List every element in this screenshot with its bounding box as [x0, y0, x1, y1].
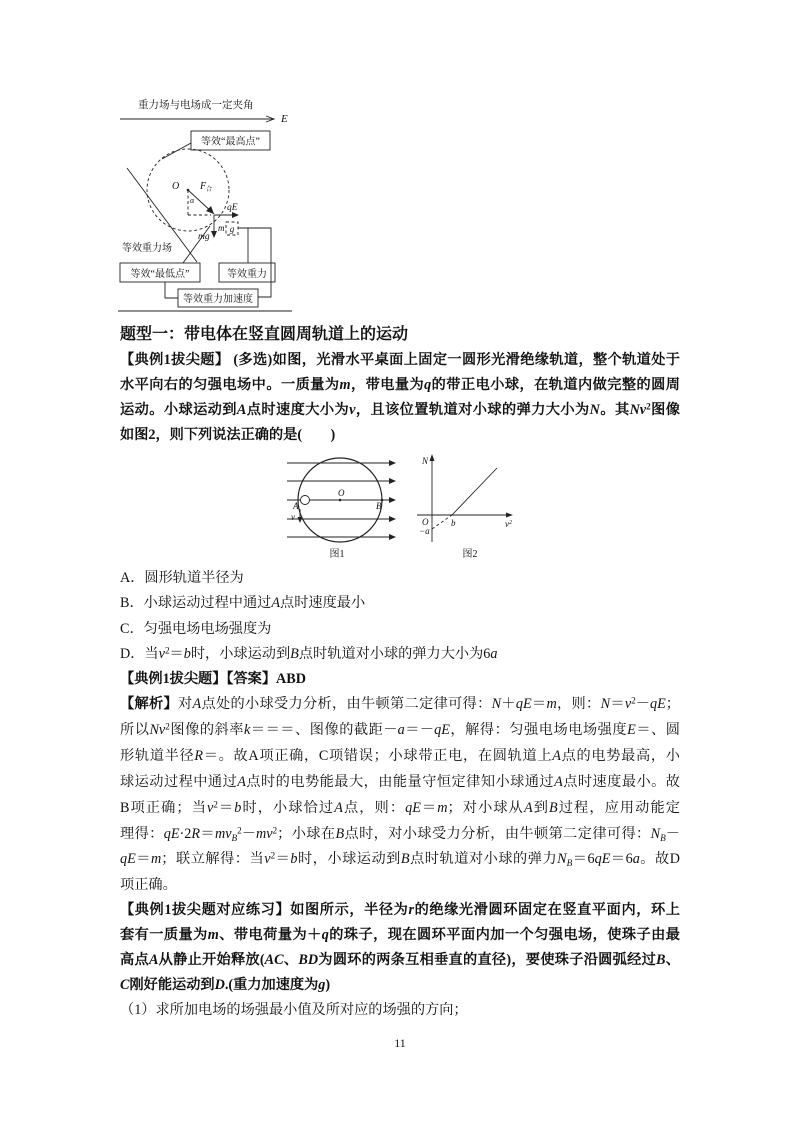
- field-label: E: [281, 113, 288, 125]
- math-symbol: q: [321, 927, 329, 943]
- text-run: ＝: [217, 799, 235, 816]
- practice-line: [120, 898, 680, 923]
- math-symbol: D: [214, 977, 225, 993]
- point-b-label: B: [376, 501, 382, 511]
- text-run: 时，小球运动到: [297, 851, 401, 868]
- resultant-force-symbol: F: [200, 181, 207, 192]
- math-symbol: A: [237, 773, 246, 790]
- text-run: ＝: [200, 825, 215, 842]
- math-symbol: m: [339, 376, 351, 393]
- figure-1-caption: 图1: [329, 549, 345, 560]
- subscript: B: [566, 858, 573, 869]
- math-symbol: b: [234, 799, 242, 816]
- text-run: ＝6: [610, 851, 633, 868]
- field-line-arrow-heads: [389, 460, 396, 540]
- superscript: 2: [270, 850, 276, 861]
- text-run: 图像: [650, 401, 680, 418]
- math-symbol: A: [271, 595, 281, 612]
- text-run: 点时轨道对小球的弹力: [409, 851, 558, 868]
- subscript: B: [231, 832, 238, 843]
- text-run: 的绝缘光滑圆环固定在竖直平面内，环上: [413, 902, 680, 918]
- gravity-arrow-head: [211, 231, 217, 238]
- question-line: [120, 423, 680, 448]
- x-axis-label: [505, 519, 512, 529]
- resultant-force-label: [199, 181, 212, 193]
- text-run: －: [241, 825, 256, 842]
- math-symbol: v: [264, 851, 271, 868]
- math-symbol: qE: [594, 851, 611, 868]
- math-symbol: A: [334, 799, 343, 816]
- option-d: [120, 642, 680, 667]
- highest-point-label: 等效“最高点”: [201, 136, 260, 148]
- text-run: ，带电量为: [350, 376, 425, 393]
- solution-line: [120, 770, 680, 796]
- option-b: [120, 591, 680, 616]
- x-axis-arrow: [506, 513, 513, 518]
- center-label: O: [338, 488, 345, 498]
- math-symbol: N: [589, 401, 600, 418]
- electric-force-label: qE: [227, 203, 238, 213]
- math-symbol: mv: [214, 825, 232, 842]
- math-symbol: g: [318, 977, 326, 993]
- velocity-arrow-head: [298, 517, 303, 523]
- text-run: ；: [665, 696, 680, 712]
- text-run: 图像的斜率: [169, 721, 244, 738]
- answer-block: [120, 667, 680, 692]
- y-intercept-label: −a: [419, 526, 430, 536]
- solution-line: [120, 822, 680, 848]
- figure-1: [287, 458, 396, 560]
- question-figures: [280, 448, 525, 563]
- math-symbol: N: [650, 825, 661, 842]
- math-symbol: a: [397, 721, 405, 738]
- text-run: ＝: [275, 851, 291, 868]
- practice-block: [120, 898, 680, 1023]
- math-symbol: E: [627, 721, 636, 738]
- text-run: 【典例1拔尖题对应练习】如图所示，半径为: [120, 902, 409, 918]
- text-run: 到: [532, 799, 549, 816]
- origin-label: O: [422, 517, 429, 527]
- math-symbol: v: [624, 696, 632, 712]
- math-symbol: qE: [163, 825, 180, 842]
- text-run: ＝: [420, 799, 438, 816]
- y-axis-arrow: [430, 454, 435, 461]
- mass-label: m: [218, 223, 225, 233]
- text-run: ＝6: [572, 851, 595, 868]
- math-symbol: b: [183, 645, 191, 662]
- answer-line: [120, 667, 680, 692]
- math-symbol: A: [554, 773, 563, 790]
- text-run: 的珠子，现在圆环平面内加一个匀强电场，使珠子由最: [328, 927, 680, 943]
- math-symbol: A: [523, 799, 533, 816]
- math-symbol: R: [191, 825, 200, 842]
- math-symbol: b: [290, 851, 298, 868]
- text-run: 【典例1拔尖题】【答案】ABD: [120, 671, 307, 687]
- math-symbol: v: [349, 401, 356, 418]
- text-run: 的带正电小球，在轨道内做完整的圆周: [431, 376, 680, 393]
- text-run: ，解得：匀强电场电场强度: [449, 721, 628, 738]
- solution-line: [120, 718, 680, 744]
- text-run: 对: [178, 696, 193, 712]
- answer-options: [120, 566, 680, 667]
- option-a: [120, 566, 680, 591]
- math-symbol: qE: [120, 851, 136, 868]
- text-run: 点，则：: [342, 799, 406, 816]
- text-run: 、带电荷量为＋: [218, 927, 322, 943]
- graph-line: [452, 468, 497, 515]
- text-run: 点时速度大小为: [246, 401, 350, 418]
- text-run: ＝。故A项正确，C项错误；小球带正电，在圆轨道上: [203, 747, 553, 764]
- text-run: ＝: [169, 645, 184, 662]
- equivalent-acceleration-label: 等效重力加速度: [183, 294, 253, 305]
- x-intercept-label: b: [451, 518, 456, 528]
- acceleration-connector: [238, 228, 271, 297]
- solution-line: [120, 744, 680, 770]
- page-number: 11: [394, 1036, 406, 1050]
- text-run: ＝: [531, 696, 547, 712]
- text-run: B项正确；当: [120, 799, 207, 816]
- text-run: ，且该位置轨道对小球的弹力大小为: [355, 401, 590, 418]
- math-symbol: m: [437, 799, 448, 816]
- highest-point-connector: [162, 143, 191, 159]
- text-run: 。故D: [639, 851, 680, 868]
- equivalent-gravity-label: 等效重力: [227, 269, 267, 280]
- text-run: －: [635, 696, 650, 712]
- math-symbol: C: [120, 977, 130, 993]
- text-run: 点时的电势能最大，由能量守恒定律知小球通过: [245, 773, 555, 790]
- text-run: ；对小球从: [447, 799, 524, 816]
- text-run: ＝＝＝、图像的截距－: [250, 721, 398, 738]
- math-symbol: BD: [298, 952, 319, 968]
- solution-block: [120, 692, 680, 899]
- text-run: 所以: [120, 721, 150, 738]
- math-symbol: m: [207, 927, 219, 943]
- math-symbol: v: [206, 799, 214, 816]
- option-c: [120, 617, 680, 642]
- text-run: 过程，应用动能定: [557, 799, 680, 816]
- resultant-force-subscript: 合: [206, 187, 213, 193]
- text-run: ；联立解得：当: [161, 851, 265, 868]
- math-symbol: k: [244, 721, 251, 738]
- text-run: ，则：: [556, 696, 601, 712]
- subscript: B: [660, 832, 666, 843]
- angle-label: α: [190, 196, 195, 205]
- math-symbol: v: [158, 645, 165, 662]
- text-run: 。其: [599, 401, 630, 418]
- math-symbol: A: [148, 952, 159, 968]
- text-run: 刚好能运动到: [129, 977, 215, 993]
- figure-2: [417, 454, 513, 560]
- text-run: C．匀强电场电场强度为: [120, 620, 272, 637]
- text-run: 从静止开始释放(: [158, 952, 265, 968]
- text-run: ＝: [610, 696, 625, 712]
- text-run: A．圆形轨道半径为: [120, 570, 244, 586]
- field-caption: 等效重力场: [122, 243, 172, 254]
- question-line: [120, 373, 680, 398]
- solution-line: [120, 873, 680, 899]
- text-run: －: [665, 825, 680, 842]
- superscript: 2: [646, 400, 651, 411]
- math-symbol: N: [557, 851, 567, 868]
- x-axis-superscript: 2: [509, 520, 512, 526]
- text-run: 时，小球运动到: [190, 645, 291, 662]
- g-label: g: [229, 224, 235, 234]
- superscript: 2: [165, 721, 170, 732]
- text-run: 点时速度最小: [280, 595, 366, 612]
- math-symbol: N: [491, 696, 502, 712]
- text-run: 球运动过程中通过: [120, 773, 238, 790]
- text-run: 套有一质量为: [120, 927, 208, 943]
- math-symbol: a: [490, 645, 498, 662]
- text-run: 时，小球恰过: [241, 799, 335, 816]
- math-symbol: Nv: [629, 401, 647, 418]
- text-run: 点时速度最小。故: [562, 773, 680, 790]
- text-run: .(重力加速度为: [224, 977, 319, 993]
- y-axis-label: N: [422, 456, 429, 466]
- solution-line: [120, 847, 680, 873]
- math-symbol: qE: [405, 799, 421, 816]
- math-symbol: mv: [255, 825, 273, 842]
- x-axis-symbol: v: [505, 519, 509, 529]
- text-run: ＝－: [404, 721, 435, 738]
- math-symbol: B: [400, 851, 410, 868]
- text-run: ·2: [179, 825, 192, 842]
- figure-2-caption: 图2: [462, 549, 478, 560]
- text-run: ＋: [501, 696, 516, 712]
- text-run: 点处的小球受力分析，由牛顿第二定律可得：: [201, 696, 492, 712]
- text-run: 点时，对小球受力分析，由牛顿第二定律可得：: [344, 825, 651, 842]
- math-symbol: qE: [434, 721, 450, 738]
- superscript: 2: [272, 824, 278, 835]
- center-dot: [339, 499, 342, 502]
- text-run: 、: [283, 952, 299, 968]
- text-run: 【典例1拔尖题】 (多选)如图，光滑水平桌面上固定一圆形光滑绝缘轨道，整个轨道处于: [120, 351, 680, 368]
- math-symbol: B: [549, 799, 558, 816]
- text-run: ): [325, 977, 331, 993]
- practice-line: [120, 948, 680, 973]
- math-symbol: N: [600, 696, 611, 712]
- practice-line: [120, 923, 680, 948]
- math-symbol: A: [192, 696, 202, 712]
- math-symbol: B: [290, 645, 299, 662]
- solution-line: [120, 796, 680, 822]
- math-symbol: B: [335, 825, 345, 842]
- question-line: [120, 348, 680, 373]
- acceleration-left-connector: [165, 282, 178, 298]
- math-symbol: AC: [264, 952, 284, 968]
- text-run: 形轨道半径: [120, 747, 195, 764]
- text-run: 水平向右的匀强电场中。一质量为: [120, 376, 340, 393]
- superscript: 2: [213, 799, 218, 810]
- graph-line-extension: [432, 515, 452, 529]
- math-symbol: B: [656, 952, 666, 968]
- text-run: ＝: [135, 851, 151, 868]
- section-heading: 题型一：带电体在竖直圆周轨道上的运动: [120, 326, 409, 343]
- gravity-label: mg: [198, 232, 210, 242]
- math-symbol: m: [151, 851, 162, 868]
- diagram-title: 重力场与电场成一定夹角: [138, 100, 254, 111]
- math-symbol: a: [632, 851, 640, 868]
- text-run: 理得：: [120, 825, 164, 842]
- text-run: ＝、圆: [635, 721, 680, 738]
- text-run: 、: [665, 952, 680, 968]
- text-run: （1）求所加电场的场强最小值及所对应的场强的方向；: [120, 1002, 468, 1018]
- math-symbol: A: [236, 401, 247, 418]
- math-symbol: qE: [515, 696, 532, 712]
- math-symbol: r: [408, 902, 414, 918]
- bold-run: 【解析】: [120, 696, 179, 712]
- lowest-point-label: 等效“最低点”: [130, 269, 190, 280]
- practice-subquestion: [120, 998, 680, 1023]
- text-run: 点的电势最高，小: [560, 747, 680, 764]
- math-symbol: A: [552, 747, 561, 764]
- math-symbol: R: [194, 747, 204, 764]
- text-run: ；小球在: [277, 825, 336, 842]
- math-symbol: qE: [649, 696, 666, 712]
- math-symbol: Nv: [149, 721, 166, 738]
- point-a-label: A: [293, 501, 299, 511]
- math-symbol: m: [546, 696, 557, 712]
- text-run: 如图2，则下列说法正确的是( ): [120, 426, 336, 443]
- ball: [301, 496, 310, 505]
- math-symbol: q: [424, 376, 432, 393]
- superscript: 2: [631, 695, 636, 706]
- text-run: D．当: [120, 645, 159, 662]
- practice-line: [120, 973, 680, 998]
- equivalent-gravity-diagram: [110, 92, 300, 314]
- velocity-label: v: [291, 512, 295, 522]
- superscript: 2: [164, 645, 170, 656]
- text-run: 项正确。: [120, 877, 177, 894]
- text-run: 运动。小球运动到: [120, 401, 237, 418]
- text-run: 点时轨道对小球的弹力大小为6: [298, 645, 491, 662]
- superscript: 2: [237, 824, 242, 835]
- text-run: B．小球运动过程中通过: [120, 595, 272, 612]
- lowest-point-connector: [183, 226, 210, 263]
- text-run: 高点: [120, 952, 149, 968]
- center-label: O: [172, 181, 180, 192]
- solution-line: [120, 692, 680, 718]
- question-line: [120, 398, 680, 423]
- text-run: 为圆环的两条互相垂直的直径)，要使珠子沿圆弧经过: [318, 952, 657, 968]
- question-stem: [120, 348, 680, 448]
